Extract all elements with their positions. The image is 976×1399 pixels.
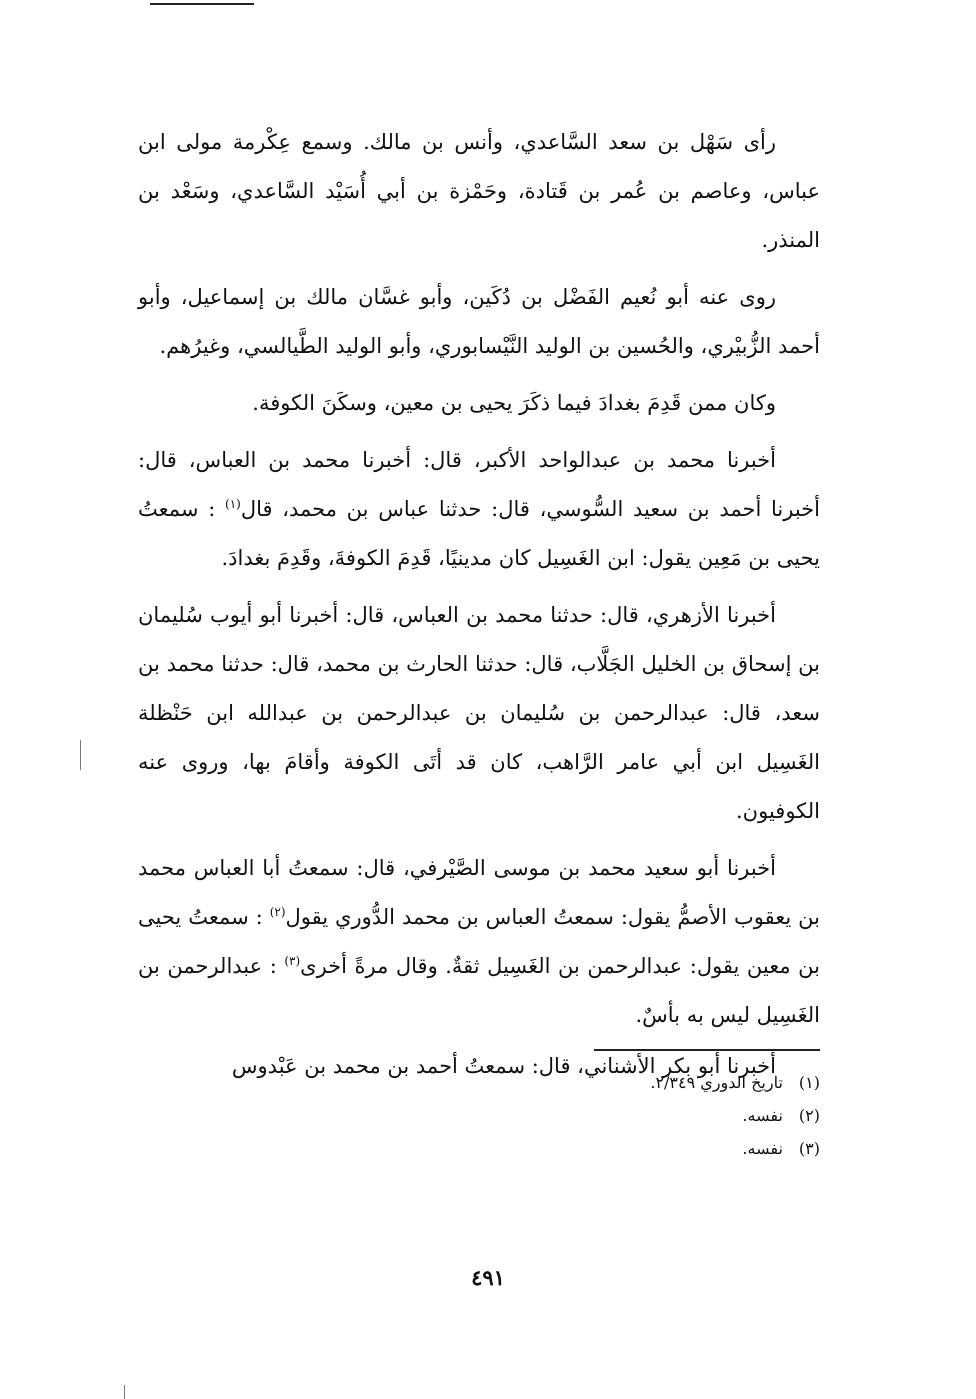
main-text [138, 118, 820, 1099]
report-text: أخبرنا محمد بن عبدالواحد الأكبر، قال: أخبرنا محمد بن العباس، قال: أخبرنا أحمد بن سعيد السُّوسي، قال: حدثنا عباس بن محمد، قال [138, 448, 820, 521]
report-text: : سمعتُ يحيى بن مَعِين يقول: ابن الغَسِيل كان مدينيًا، قَدِمَ الكوفةَ، وقَدِمَ بغدادَ. [138, 497, 820, 570]
paragraph-baghdad: وكان ممن قَدِمَ بغدادَ فيما ذكَرَ يحيى بن معين، وسكَنَ الكوفة. [252, 391, 776, 415]
footnote-text: نفسه. [742, 1106, 783, 1125]
footnote-item [540, 1066, 820, 1099]
footnote-ref[interactable]: (٣) [284, 954, 301, 968]
paragraph-report-4: أخبرنا أبو بكر الأشناني، قال: سمعتُ أحمد بن محمد بن عَبْدوس [231, 1054, 776, 1078]
margin-mark [80, 740, 81, 770]
header-rule [150, 3, 254, 5]
paragraph-biography: رأى سَهْل بن سعد السَّاعدي، وأنس بن مالك. وسمع عِكْرمة مولى ابن عباس، وعاصم بن عُمر بن قَتادة، وحَمْزة بن أبي أُسَيْد السَّاعدي، وسَعْد بن المنذر. [138, 130, 820, 252]
margin-mark [124, 1385, 125, 1399]
paragraph-report-1 [138, 436, 820, 583]
paragraph-narrators: روى عنه أبو نُعيم الفَضْل بن دُكَين، وأبو غسَّان مالك بن إسماعيل، وأبو أحمد الزُّبيْري، والحُسين بن الوليد النَّيْسابوري، وأبو الوليد الطَّيالسي، وغيرُهم. [138, 285, 820, 358]
footnote-ref[interactable]: (٢) [269, 905, 286, 919]
paragraph-report-3 [138, 844, 820, 1040]
footnote-number: (٢) [798, 1106, 820, 1125]
footnote-text: نفسه. [742, 1139, 783, 1158]
report-text: : عبدالرحمن بن الغَسِيل ليس به بأسٌ. [138, 954, 820, 1027]
footnote-item [540, 1132, 820, 1165]
footnote-text: تاريخ الدوري ٢/٣٤٩. [650, 1073, 783, 1092]
footnote-ref[interactable]: (١) [225, 497, 241, 511]
footnote-item [540, 1099, 820, 1132]
footnote-number: (٣) [798, 1139, 820, 1158]
page-number: ٤٩١ [471, 1265, 505, 1290]
report-text: : سمعتُ يحيى بن معين يقول: عبدالرحمن بن الغَسِيل ثقةٌ. وقال مرةً أخرى [138, 905, 820, 978]
paragraph-report-2: أخبرنا الأزهري، قال: حدثنا محمد بن العباس، قال: أخبرنا أبو أيوب سُليمان بن إسحاق بن الخليل الجَلَّاب، قال: حدثنا الحارث بن محمد، قال: حدثنا محمد بن سعد، قال: عبدالرحمن بن سُليمان بن عبدالرحمن بن عبدالله ابن حَنْظلة الغَسِيل ابن أبي عامر الرَّاهب، كان قد أتَى الكوفة وأقامَ بها، وروى عنه الكوفيون. [138, 603, 820, 823]
report-text: أخبرنا أبو سعيد محمد بن موسى الصَّيْرفي، قال: سمعتُ أبا العباس محمد بن يعقوب الأصمُّ يقول: سمعتُ العباس بن محمد الدُّوري يقول [138, 856, 820, 929]
footnotes [540, 1066, 820, 1165]
footnote-separator [594, 1049, 820, 1051]
footnote-number: (١) [798, 1073, 820, 1092]
